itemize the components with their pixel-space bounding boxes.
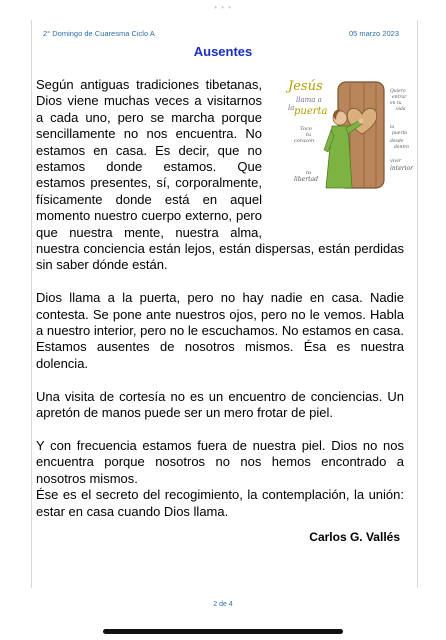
author-signature: Carlos G. Vallés bbox=[309, 530, 400, 544]
illus-word-6: Quiero bbox=[390, 89, 406, 94]
illustration-title-1: Jesús bbox=[288, 79, 323, 94]
illustration-float-spacer bbox=[268, 77, 404, 227]
paragraph-3: Una visita de cortesía no es un encuentro de conciencias. Un apretón de manos puede ser un mero frotar de piel. bbox=[36, 388, 404, 421]
illus-word-8: en tu bbox=[390, 101, 402, 106]
illustration-title-4: puerta bbox=[294, 106, 328, 117]
illus-word-11: puerta bbox=[392, 131, 408, 136]
paragraph-1: Según antiguas tradiciones tibetanas, Dios viene muchas veces a visitarnos a cada uno, pero se marcha porque sencillamente no nos encuentra. No estamos en casa. Es decir, que no estamos donde estamos. Que estamos presentes, sí, corporalmente, físicamente donde está en aquel momento nuestro cuerpo externo, pero que nuestra mente, nuestra alma, nuestra conciencia están lejos, están dispersas, están perdidas sin saber dónde están. bbox=[36, 77, 404, 273]
illus-word-3: corazón bbox=[294, 138, 315, 144]
window-handle-dots: • • • bbox=[214, 3, 232, 12]
paragraph-4: Y con frecuencia estamos fuera de nuestra piel. Dios no nos encuentra porque nosotros no nos hemos encontrado a nosotros mismos. bbox=[36, 437, 404, 486]
illus-word-7: entrar bbox=[392, 95, 407, 100]
illus-word-15: interior bbox=[390, 165, 414, 172]
paragraph-2: Dios llama a la puerta, pero no hay nadie en casa. Nadie contesta. Se pone ante nuestros ojos, pero no le vemos. Habla a nuestro interior, pero no le escuchamos. No estamos en casa. Estamos ausentes de nosotros mismos. Ésa es nuestra dolencia. bbox=[36, 290, 404, 371]
illus-word-14: vivir bbox=[390, 158, 402, 164]
illustration-title-2: llama a bbox=[296, 96, 322, 104]
illus-word-9: vida bbox=[396, 107, 406, 112]
illus-word-5: libertad bbox=[294, 176, 318, 183]
article-body bbox=[36, 77, 404, 536]
header-liturgical-date: 2° Domingo de Cuaresma Ciclo A bbox=[43, 29, 155, 38]
illus-word-10: la bbox=[390, 125, 395, 130]
illus-word-2: tu bbox=[306, 132, 312, 138]
illustration-title-3: la bbox=[288, 104, 295, 112]
home-indicator[interactable] bbox=[103, 629, 343, 634]
illus-word-12: desde bbox=[390, 139, 404, 144]
illus-word-4: tu bbox=[306, 170, 312, 176]
page-number: 2 de 4 bbox=[213, 601, 233, 608]
illus-word-13: dentro bbox=[394, 145, 410, 150]
paragraph-5: Ése es el secreto del recogimiento, la contemplación, la unión: estar en casa cuando Dios llama. bbox=[36, 487, 404, 519]
header-date: 05 marzo 2023 bbox=[348, 29, 399, 38]
illus-word-1: Toco bbox=[300, 126, 312, 132]
page-title: Ausentes bbox=[193, 44, 253, 59]
